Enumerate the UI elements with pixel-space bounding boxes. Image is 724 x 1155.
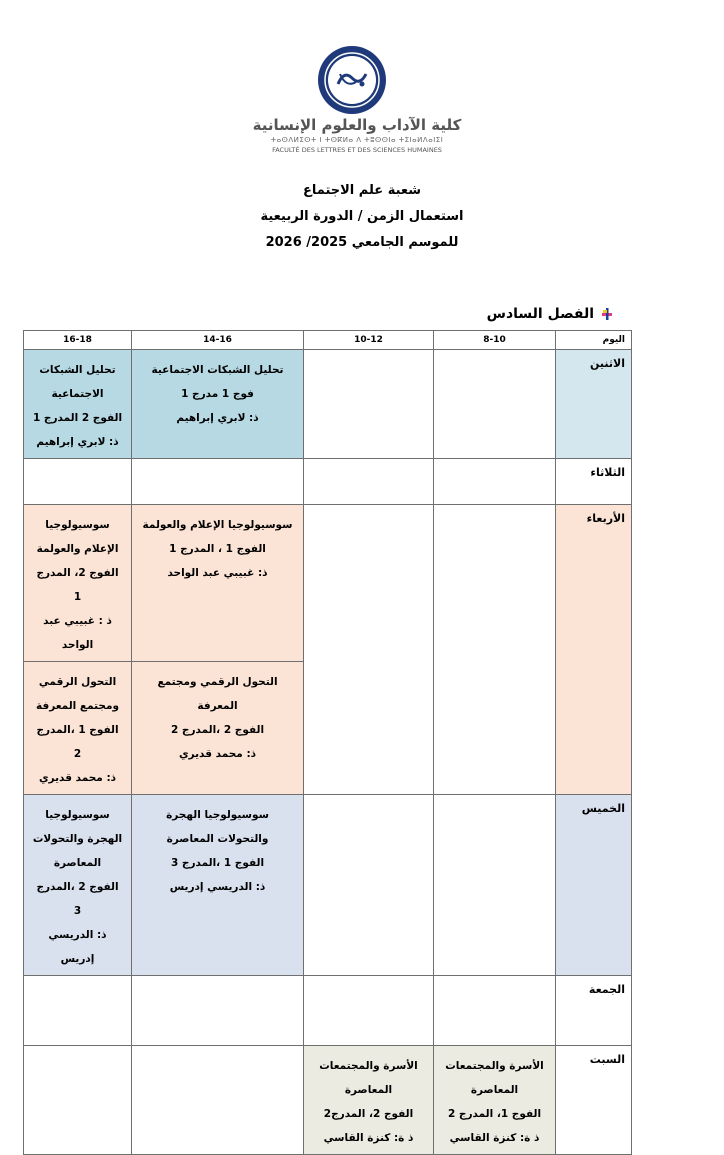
class-title: التحول الرقمي ومجتمع المعرفة — [35, 676, 120, 712]
department-name: شعبة علم الاجتماع — [302, 183, 422, 198]
col-time-8-10: 8-10 — [434, 331, 556, 350]
class-group: الفوج 2، المدرج2 — [323, 1108, 414, 1120]
empty-cell — [304, 795, 434, 976]
class-cell — [24, 662, 132, 795]
class-title: سوسيولوجيا الهجرة والتحولات المعاصرة — [32, 809, 123, 869]
day-thursday: الخميس — [556, 795, 632, 976]
table-header-row — [24, 331, 632, 350]
empty-cell — [24, 1046, 132, 1155]
class-professor: ذ: لابري إبراهيم — [36, 436, 119, 448]
class-professor: ذ ة: كنزة القاسي — [323, 1132, 414, 1144]
table-row — [24, 505, 632, 662]
table-row — [24, 1046, 632, 1155]
col-time-16-18: 16-18 — [24, 331, 132, 350]
col-time-14-16: 14-16 — [132, 331, 304, 350]
class-title: سوسيولوجيا الهجرة والتحولات المعاصرة — [166, 809, 269, 845]
table-row — [24, 976, 632, 1046]
table-row — [24, 795, 632, 976]
schedule-title: استعمال الزمن / الدورة الربيعية — [260, 209, 464, 224]
class-title: سوسيولوجيا الإعلام والعولمة — [142, 519, 293, 531]
class-cell — [24, 350, 132, 459]
day-saturday: السبت — [556, 1046, 632, 1155]
empty-cell — [434, 350, 556, 459]
class-professor: ذ: الدريسي إدريس — [48, 929, 107, 965]
class-group: الفوج 1، المدرج 2 — [447, 1108, 542, 1120]
empty-cell — [304, 976, 434, 1046]
empty-cell — [24, 459, 132, 505]
faculty-logo — [232, 44, 482, 156]
class-cell — [304, 1046, 434, 1155]
class-group: الفوج 1 ، المدرج 1 — [169, 543, 266, 555]
class-professor: ذ ة: كنزة القاسي — [449, 1132, 540, 1144]
schedule-table — [23, 330, 632, 1155]
class-professor: ذ: الدريسي إدريس — [169, 881, 266, 893]
class-cell — [24, 505, 132, 662]
empty-cell — [132, 1046, 304, 1155]
empty-cell — [434, 505, 556, 795]
university-seal-icon — [316, 44, 388, 116]
semester-heading — [487, 306, 614, 322]
empty-cell — [132, 976, 304, 1046]
class-cell — [132, 662, 304, 795]
empty-cell — [434, 459, 556, 505]
class-professor: ذ: لابري إبراهيم — [176, 412, 259, 424]
faculty-name-french: FACULTÉ DES LETTRES ET DES SCIENCES HUMAINES — [272, 146, 442, 154]
academic-year: للموسم الجامعي 2025/ 2026 — [265, 235, 459, 250]
class-cell — [24, 795, 132, 976]
empty-cell — [24, 976, 132, 1046]
empty-cell — [132, 459, 304, 505]
class-group: الفوج 2 ،المدرج 3 — [36, 881, 119, 917]
class-title: سوسيولوجيا الإعلام والعولمة — [36, 519, 119, 555]
class-title: الأسرة والمجتمعات المعاصرة — [319, 1060, 418, 1096]
day-wednesday: الأربعاء — [556, 505, 632, 795]
class-group: الفوج 1 ،المدرج 3 — [170, 857, 265, 869]
faculty-name-tifinagh: ⵜⴰⵙⴷⵍⵉⵙⵜ ⵏ ⵜⵙⴽⵍⴰ ⴷ ⵜⵓⵙⵙⵏⴰ ⵜⵉⵏⴰⵍⴷⴰⵏⵉⵏ — [270, 136, 444, 144]
class-cell — [434, 1046, 556, 1155]
class-professor: ذ: محمد قديري — [178, 748, 257, 760]
class-group: الفوج 2 المدرج 1 — [32, 412, 123, 424]
document-header — [140, 178, 584, 256]
pin-icon — [600, 307, 614, 321]
day-monday: الاثنين — [556, 350, 632, 459]
class-title: الأسرة والمجتمعات المعاصرة — [445, 1060, 544, 1096]
class-title: تحليل الشبكات الاجتماعية — [151, 364, 284, 376]
class-professor: ذ: غبيبي عبد الواحد — [167, 567, 268, 579]
table-row — [24, 459, 632, 505]
day-tuesday: الثلاثاء — [556, 459, 632, 505]
class-cell — [132, 505, 304, 662]
class-cell — [132, 795, 304, 976]
class-cell — [132, 350, 304, 459]
class-title: التحول الرقمي ومجتمع المعرفة — [157, 676, 278, 712]
class-group: الفوج 1 ،المدرج 2 — [36, 724, 119, 760]
class-group: الفوج 2 ،المدرج 2 — [170, 724, 265, 736]
empty-cell — [304, 350, 434, 459]
empty-cell — [434, 795, 556, 976]
class-professor: ذ: محمد قديري — [38, 772, 117, 784]
class-group: الفوج 2، المدرج 1 — [36, 567, 119, 603]
col-day: اليوم — [556, 331, 632, 350]
class-title: تحليل الشبكات الاجتماعية — [39, 364, 116, 400]
day-friday: الجمعة — [556, 976, 632, 1046]
semester-title: الفصل السادس — [486, 306, 594, 322]
class-group: فوج 1 مدرج 1 — [181, 388, 254, 400]
empty-cell — [434, 976, 556, 1046]
col-time-10-12: 10-12 — [304, 331, 434, 350]
empty-cell — [304, 505, 434, 795]
table-row — [24, 350, 632, 459]
class-professor: ذ : غبيبي عبد الواحد — [43, 615, 112, 651]
empty-cell — [304, 459, 434, 505]
faculty-name-arabic: كلية الآداب والعلوم الإنسانية — [252, 116, 462, 134]
